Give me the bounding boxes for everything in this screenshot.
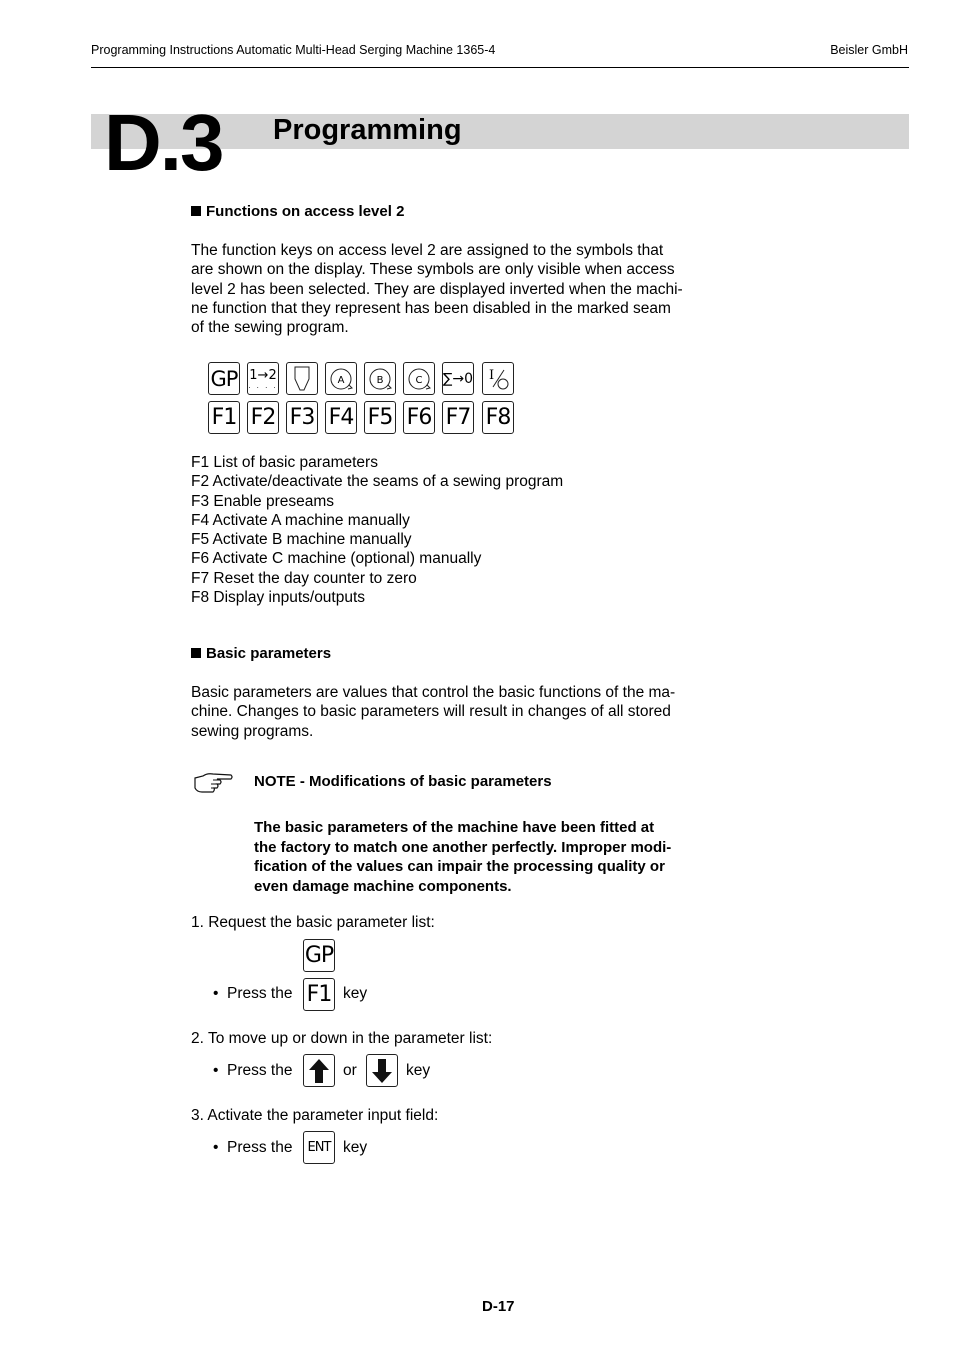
machine-b-svg — [366, 365, 394, 393]
note-line: the factory to match one another perfectly. Improper modi- — [254, 838, 672, 856]
f3-key[interactable] — [286, 401, 318, 434]
step-3-after: key — [343, 1139, 368, 1156]
enter-key[interactable] — [303, 1131, 335, 1164]
section-heading-text: Functions on access level 2 — [206, 203, 405, 220]
key-label: F5 — [367, 405, 393, 430]
note-body — [254, 818, 671, 896]
sum-reset-icon — [442, 362, 474, 395]
symbol-label: GP — [210, 366, 238, 391]
paragraph-line: are shown on the display. These symbols are only visible when access — [191, 261, 675, 279]
f7-key[interactable] — [442, 401, 474, 434]
symbol-label: A — [337, 374, 345, 386]
machine-c-icon — [403, 362, 435, 395]
function-item: F6 Activate C machine (optional) manually — [191, 550, 482, 568]
preseam-shape-icon — [286, 362, 318, 395]
key-label: F8 — [485, 405, 511, 430]
symbol-label: 1→2 — [249, 368, 277, 383]
section1-paragraph — [191, 241, 683, 337]
f8-key[interactable] — [482, 401, 514, 434]
f1-key[interactable] — [208, 401, 240, 434]
pointing-hand-svg — [193, 770, 233, 794]
key-label: F7 — [445, 405, 471, 430]
step-2-or: or — [343, 1062, 357, 1079]
chapter-title: Programming — [273, 114, 462, 146]
note-line: The basic parameters of the machine have been fitted at — [254, 819, 655, 836]
key-label: GP — [304, 943, 334, 968]
function-item: F2 Activate/deactivate the seams of a sewing program — [191, 473, 564, 491]
symbol-label: ∑→0 — [442, 370, 474, 387]
header-company: Beisler GmbH — [830, 43, 908, 57]
f2-key[interactable] — [247, 401, 279, 434]
step-2-bullet: • — [213, 1062, 219, 1079]
function-item: F5 Activate B machine manually — [191, 531, 412, 549]
paragraph-line: Basic parameters are values that control the basic functions of the ma- — [191, 684, 676, 701]
gp-symbol-icon — [208, 362, 240, 395]
step-3-press: Press the — [227, 1139, 293, 1156]
svg-text:I: I — [489, 367, 495, 383]
f4-key[interactable] — [325, 401, 357, 434]
machine-a-icon — [325, 362, 357, 395]
step-3-bullet: • — [213, 1139, 219, 1156]
paragraph-line: of the sewing program. — [191, 319, 349, 337]
bullet-square-icon — [191, 206, 201, 216]
function-item: F8 Display inputs/outputs — [191, 589, 366, 607]
step-1-text: 1. Request the basic parameter list: — [191, 914, 435, 931]
paragraph-line: level 2 has been selected. They are displayed inverted when the machi- — [191, 280, 683, 298]
arrow-up-icon — [308, 1058, 330, 1084]
step-3-text: 3. Activate the parameter input field: — [191, 1107, 439, 1124]
section-heading-access-level-2 — [191, 203, 404, 220]
pointing-hand-icon — [193, 770, 233, 799]
f6-key[interactable] — [403, 401, 435, 434]
symbol-label: C — [415, 374, 423, 386]
header-rule — [91, 67, 909, 68]
machine-a-svg — [327, 365, 355, 393]
key-label: F1 — [306, 982, 332, 1007]
section-heading-basic-parameters — [191, 645, 331, 662]
paragraph-line: ne function that they represent has been disabled in the marked seam — [191, 299, 671, 317]
header-title: Programming Instructions Automatic Multi-Head Serging Machine 1365-4 — [91, 43, 496, 57]
key-label: F3 — [289, 405, 315, 430]
section2-paragraph — [191, 683, 675, 741]
note-line: fication of the values can impair the processing quality or — [254, 858, 665, 875]
function-item: F4 Activate A machine manually — [191, 511, 410, 529]
f1-key[interactable] — [303, 978, 335, 1011]
key-label: ENT — [307, 1140, 331, 1155]
symbol-label: B — [376, 374, 384, 386]
step-1-after: key — [343, 985, 368, 1002]
seam-1-to-2-icon — [247, 362, 279, 395]
f5-key[interactable] — [364, 401, 396, 434]
section-heading-text: Basic parameters — [206, 645, 332, 662]
page-number: D-17 — [482, 1298, 515, 1315]
gp-symbol-icon — [303, 939, 335, 972]
arrow-up-key[interactable] — [303, 1054, 335, 1087]
key-label: F6 — [406, 405, 432, 430]
paragraph-line: The function keys on access level 2 are assigned to the symbols that — [191, 242, 664, 259]
note-title: NOTE - Modifications of basic parameters — [254, 773, 552, 790]
step-2-after: key — [406, 1062, 431, 1079]
io-svg — [484, 365, 512, 393]
dots-decoration: . . . . — [248, 382, 278, 390]
step-2-press: Press the — [227, 1062, 293, 1079]
key-label: F4 — [328, 405, 354, 430]
chapter-number: D.3 — [104, 98, 223, 187]
step-2-text: 2. To move up or down in the parameter list: — [191, 1030, 493, 1047]
machine-c-svg — [405, 365, 433, 393]
function-item: F3 Enable preseams — [191, 492, 335, 510]
function-item: F1 List of basic parameters — [191, 454, 378, 471]
function-item: F7 Reset the day counter to zero — [191, 569, 417, 587]
key-label: F2 — [250, 405, 276, 430]
bullet-square-icon — [191, 648, 201, 658]
paragraph-line: sewing programs. — [191, 722, 314, 740]
machine-b-icon — [364, 362, 396, 395]
inputs-outputs-icon — [482, 362, 514, 395]
step-1-bullet: • — [213, 985, 219, 1002]
paragraph-line: chine. Changes to basic parameters will result in changes of all stored — [191, 703, 671, 721]
key-label: F1 — [211, 405, 237, 430]
step-1-press: Press the — [227, 985, 293, 1002]
arrow-down-icon — [371, 1058, 393, 1084]
arrow-down-key[interactable] — [366, 1054, 398, 1087]
preseam-shape-svg — [291, 365, 313, 392]
note-line: even damage machine components. — [254, 877, 512, 895]
function-list — [191, 453, 563, 607]
